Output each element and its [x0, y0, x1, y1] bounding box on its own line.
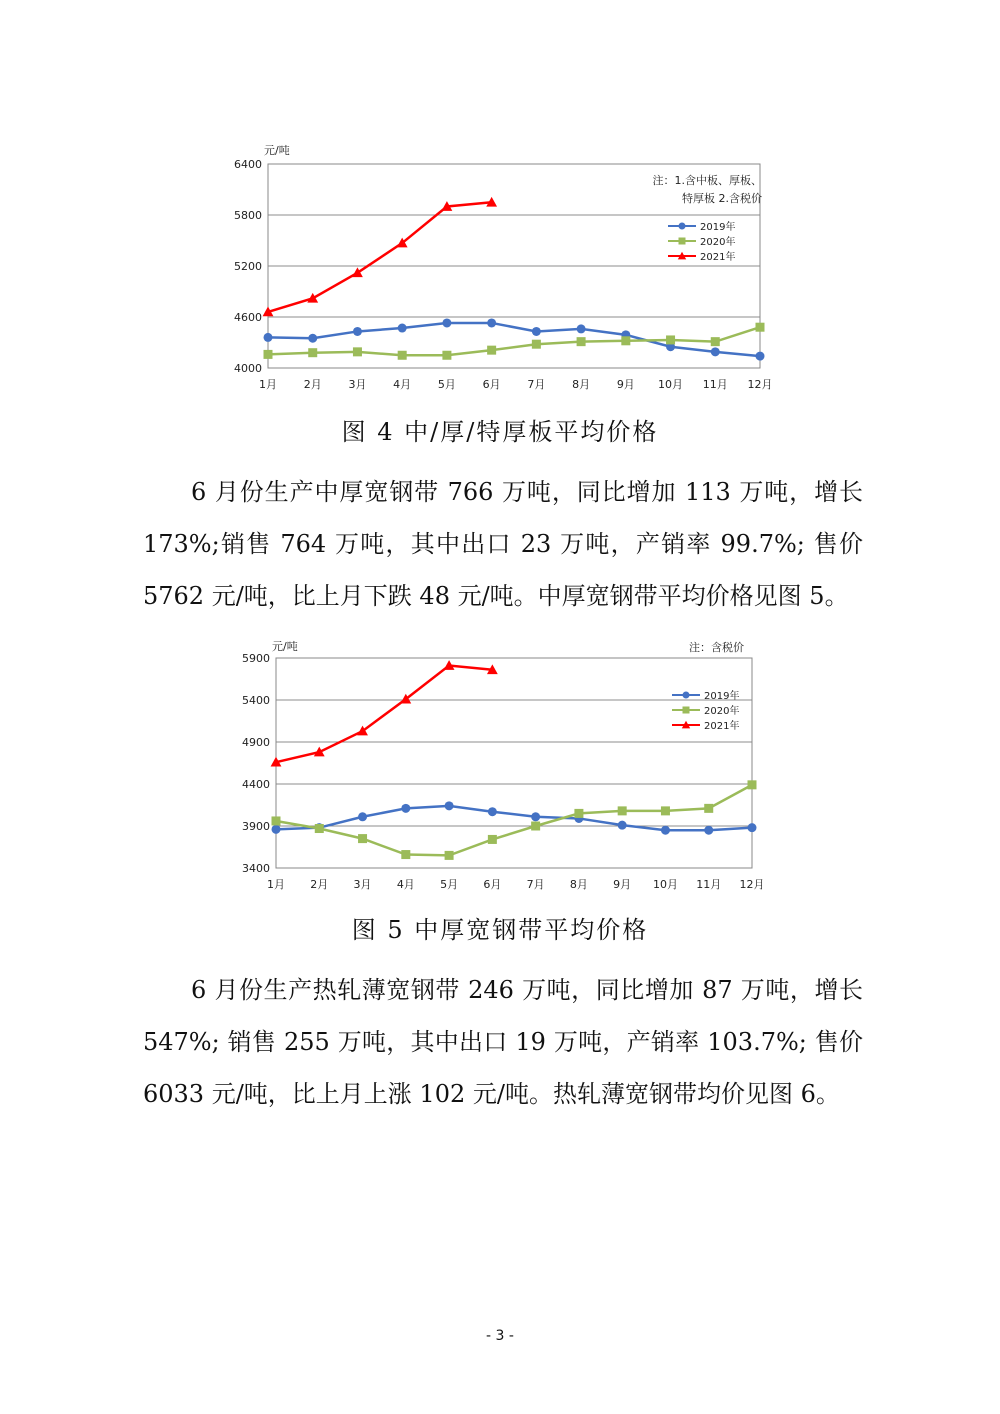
- chart-note: 特厚板 2.含税价: [682, 192, 762, 205]
- x-tick-label: 3月: [353, 878, 372, 891]
- x-tick-label: 4月: [396, 878, 415, 891]
- figure-5-svg: [200, 636, 800, 896]
- data-point: [531, 822, 540, 831]
- data-point: [532, 340, 541, 349]
- x-tick-label: 9月: [613, 878, 632, 891]
- x-tick-label: 12月: [739, 878, 765, 891]
- data-point: [358, 834, 367, 843]
- data-point: [315, 824, 324, 833]
- legend-label: 2021年: [704, 721, 740, 732]
- x-tick-label: 3月: [348, 378, 367, 391]
- y-tick-label: 3900: [242, 820, 270, 833]
- data-point: [353, 327, 362, 336]
- figure-5-chart: [200, 636, 800, 896]
- data-point: [748, 780, 757, 789]
- series-line: [268, 202, 492, 312]
- y-tick-label: 4000: [234, 362, 262, 375]
- data-point: [704, 804, 713, 813]
- data-point: [272, 816, 281, 825]
- x-tick-label: 5月: [440, 878, 459, 891]
- x-tick-label: 2月: [310, 878, 329, 891]
- x-tick-label: 7月: [526, 878, 545, 891]
- x-tick-label: 8月: [569, 878, 588, 891]
- figure-4-chart: [200, 140, 800, 400]
- x-tick-label: 11月: [696, 878, 722, 891]
- x-tick-label: 4月: [393, 378, 412, 391]
- legend-label: 2019年: [700, 222, 736, 233]
- data-point: [442, 351, 451, 360]
- x-tick-label: 10月: [658, 378, 684, 391]
- legend-label: 2020年: [700, 237, 736, 248]
- x-tick-label: 11月: [702, 378, 728, 391]
- y-tick-label: 4400: [242, 778, 270, 791]
- x-tick-label: 6月: [483, 878, 502, 891]
- data-point: [532, 327, 541, 336]
- data-point: [401, 850, 410, 859]
- data-point: [308, 348, 317, 357]
- paragraph-hot-rolled-strip: 6 月份生产热轧薄宽钢带 246 万吨，同比增加 87 万吨，增长 547%; 销售 255 万吨，其中出口 19 万吨，产销率 103.7%; 售价 6033 元/吨，比上月上涨 102 元/吨。热轧薄宽钢带均价见图 6。: [143, 976, 863, 1108]
- series-line: [276, 666, 492, 763]
- paragraph-plate-strip: 6 月份生产中厚宽钢带 766 万吨，同比增加 113 万吨，增长 173%;销售 764 万吨，其中出口 23 万吨，产销率 99.7%; 售价 5762 元/吨，比上月下跌 48 元/吨。中厚宽钢带平均价格见图 5。: [143, 478, 863, 610]
- data-point: [704, 826, 713, 835]
- y-tick-label: 6400: [234, 158, 262, 171]
- data-point: [272, 825, 281, 834]
- data-point: [748, 823, 757, 832]
- page-number: - 3 -: [486, 1328, 514, 1344]
- figure-4-caption: 图 4 中/厚/特厚板平均价格: [341, 418, 659, 446]
- x-tick-label: 5月: [437, 378, 456, 391]
- x-tick-label: 9月: [616, 378, 635, 391]
- chart-note: 注：1.含中板、厚板、: [652, 174, 762, 187]
- data-point: [711, 347, 720, 356]
- x-tick-label: 10月: [652, 878, 678, 891]
- data-point: [308, 334, 317, 343]
- unit-label: 元/吨: [272, 640, 298, 653]
- x-tick-label: 1月: [259, 378, 277, 391]
- data-point: [756, 323, 765, 332]
- y-tick-label: 5400: [242, 694, 270, 707]
- y-tick-label: 4900: [242, 736, 270, 749]
- data-point: [618, 821, 627, 830]
- data-point: [661, 826, 670, 835]
- data-point: [358, 812, 367, 821]
- data-point: [353, 347, 362, 356]
- x-tick-label: 7月: [527, 378, 546, 391]
- data-point: [711, 337, 720, 346]
- x-tick-label: 2月: [303, 378, 322, 391]
- data-point: [398, 351, 407, 360]
- figure-5-caption: 图 5 中厚宽钢带平均价格: [351, 916, 649, 944]
- data-point: [488, 807, 497, 816]
- data-point: [445, 801, 454, 810]
- data-point: [531, 812, 540, 821]
- data-point: [307, 293, 318, 303]
- data-point: [618, 806, 627, 815]
- data-point: [621, 336, 630, 345]
- y-tick-label: 5200: [234, 260, 262, 273]
- x-tick-label: 12月: [747, 378, 773, 391]
- data-point: [683, 692, 690, 699]
- y-tick-label: 5900: [242, 652, 270, 665]
- data-point: [488, 835, 497, 844]
- legend-label: 2020年: [704, 706, 740, 717]
- x-tick-label: 8月: [572, 378, 591, 391]
- data-point: [264, 350, 273, 359]
- data-point: [679, 238, 686, 245]
- data-point: [401, 804, 410, 813]
- x-tick-label: 1月: [267, 878, 285, 891]
- unit-label: 元/吨: [264, 144, 290, 157]
- data-point: [661, 806, 670, 815]
- plot-area-border: [276, 658, 752, 868]
- y-tick-label: 3400: [242, 862, 270, 875]
- x-tick-label: 6月: [482, 378, 501, 391]
- legend-label: 2019年: [704, 691, 740, 702]
- y-tick-label: 4600: [234, 311, 262, 324]
- data-point: [264, 333, 273, 342]
- data-point: [679, 223, 686, 230]
- legend-label: 2021年: [700, 252, 736, 263]
- data-point: [442, 318, 451, 327]
- data-point: [577, 337, 586, 346]
- data-point: [445, 851, 454, 860]
- y-tick-label: 5800: [234, 209, 262, 222]
- data-point: [487, 346, 496, 355]
- data-point: [574, 809, 583, 818]
- data-point: [683, 707, 690, 714]
- data-point: [666, 335, 675, 344]
- data-point: [398, 324, 407, 333]
- series-line: [268, 327, 760, 355]
- data-point: [577, 324, 586, 333]
- figure-4-svg: [200, 140, 800, 400]
- chart-note: 注：含税价: [689, 641, 744, 654]
- data-point: [487, 318, 496, 327]
- data-point: [756, 352, 765, 361]
